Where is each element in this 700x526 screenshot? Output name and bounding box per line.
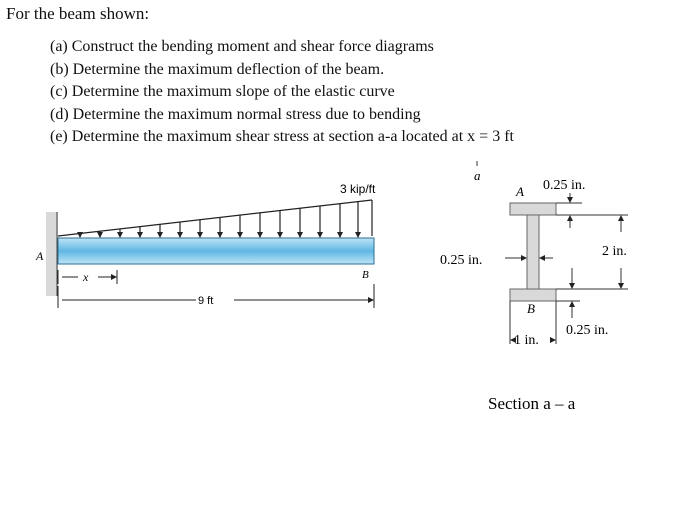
point-a-label: A [516, 184, 524, 199]
problem-intro: For the beam shown: [6, 4, 150, 23]
web-height-label: 2 in. [602, 244, 627, 259]
question-e: (e) Determine the maximum shear stress at section a-a located at x = 3 ft [50, 128, 514, 146]
question-b: (b) Determine the maximum deflection of the beam. [50, 60, 385, 78]
top-flange [510, 203, 556, 215]
bottom-flange-thickness-label: 0.25 in. [566, 323, 609, 338]
web [527, 215, 539, 289]
load-intensity-label: 3 kip/ft [340, 182, 376, 196]
distributed-load [58, 200, 372, 237]
point-b-label: B [527, 301, 535, 316]
fixed-support-wall [46, 212, 58, 296]
support-label-a: A [36, 249, 44, 263]
section-cut-label: a [474, 168, 481, 183]
load-envelope [58, 200, 372, 236]
top-flange-thickness-label: 0.25 in. [543, 178, 586, 193]
web-thickness-label: 0.25 in. [440, 253, 483, 268]
question-d: (d) Determine the maximum normal stress due to bending [50, 105, 421, 123]
i-beam-section [510, 203, 556, 301]
question-c: (c) Determine the maximum slope of the elastic curve [50, 83, 395, 101]
beam-length-label: 9 ft [198, 295, 214, 307]
beam-diagram [35, 182, 376, 308]
cross-section-diagram [440, 161, 628, 413]
section-caption: Section a – a [488, 394, 576, 413]
beam [58, 238, 374, 264]
end-label-b: B [362, 269, 369, 281]
x-position-label: x [83, 270, 89, 284]
bottom-flange [510, 289, 556, 301]
flange-width-label: 1 in. [514, 333, 539, 348]
question-a: (a) Construct the bending moment and shear force diagrams [50, 38, 434, 55]
